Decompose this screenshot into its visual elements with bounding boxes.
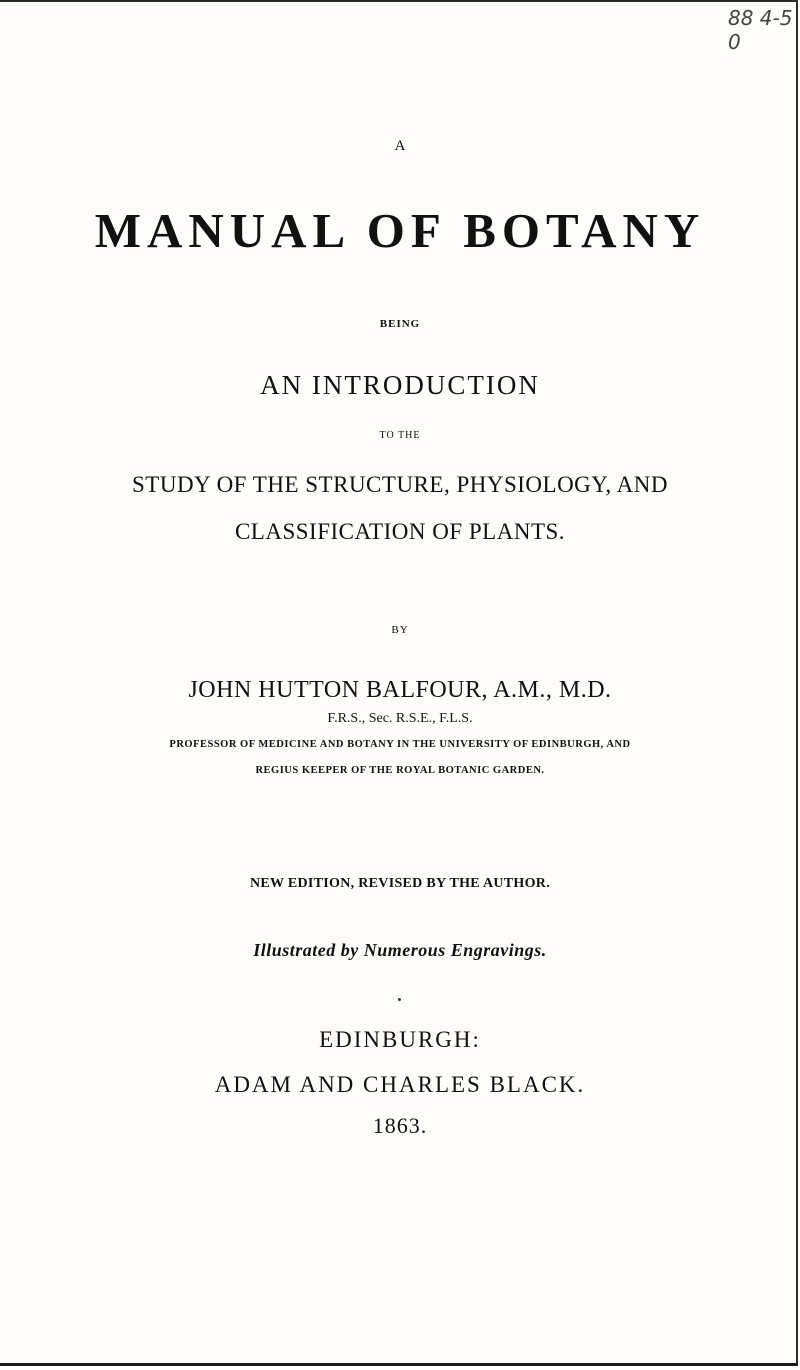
- subtitle-line-2: CLASSIFICATION OF PLANTS.: [234, 519, 566, 544]
- author-position-line-1: PROFESSOR OF MEDICINE AND BOTANY IN THE UNIVERSITY OF EDINBURGH, AND: [169, 739, 631, 750]
- ornament-dot: [398, 998, 401, 1001]
- illustration-note: Illustrated by Numerous Engravings.: [253, 940, 547, 960]
- publication-place: EDINBURGH:: [319, 1027, 481, 1052]
- publication-year: 1863.: [372, 1113, 428, 1138]
- by-label: BY: [391, 624, 409, 636]
- introduction-heading: AN INTRODUCTION: [260, 370, 540, 400]
- being-label: BEING: [379, 318, 421, 330]
- author-position-line-2: REGIUS KEEPER OF THE ROYAL BOTANIC GARDEN.: [255, 765, 545, 776]
- edition-note: NEW EDITION, REVISED BY THE AUTHOR.: [249, 876, 551, 891]
- to-the-label: TO THE: [379, 430, 421, 441]
- shelf-mark: 88 4-5 0: [728, 6, 793, 54]
- book-title: MANUAL OF BOTANY: [94, 203, 706, 258]
- author-name: JOHN HUTTON BALFOUR, A.M., M.D.: [188, 677, 612, 703]
- subtitle-line-1: STUDY OF THE STRUCTURE, PHYSIOLOGY, AND: [132, 472, 668, 497]
- author-credentials: F.R.S., Sec. R.S.E., F.L.S.: [327, 711, 473, 726]
- publisher-name: ADAM AND CHARLES BLACK.: [214, 1072, 586, 1097]
- title-article: A: [394, 138, 406, 154]
